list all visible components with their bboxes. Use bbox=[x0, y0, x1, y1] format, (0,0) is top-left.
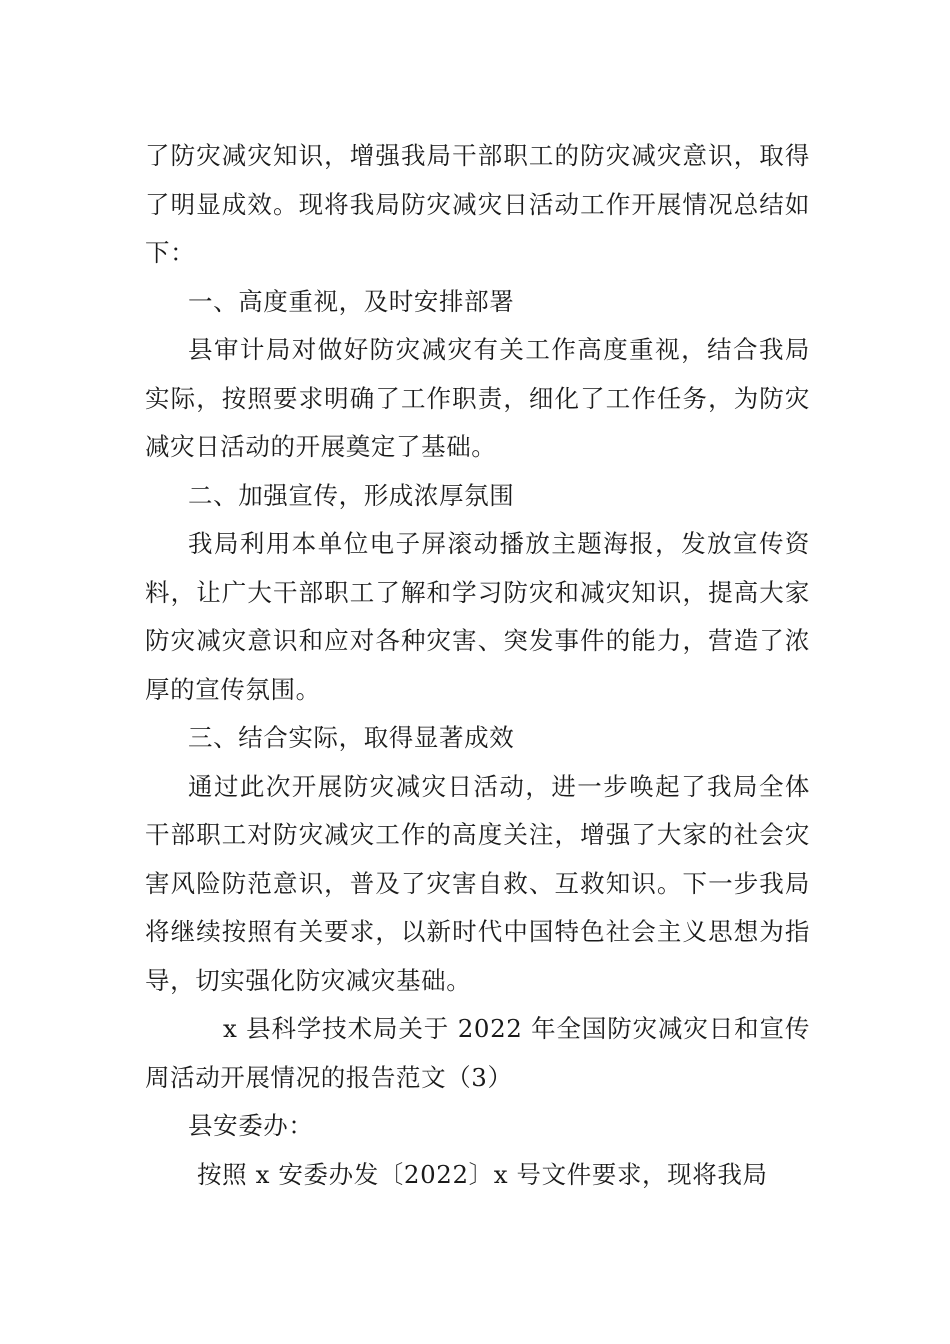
paragraph-intro-continued: 了防灾减灾知识，增强我局干部职工的防灾减灾意识，取得了明显成效。现将我局防灾减灾日活动工作开展情况总结如下： bbox=[145, 141, 810, 267]
paragraph-section-1: 县审计局对做好防灾减灾有关工作高度重视，结合我局实际，按照要求明确了工作职责，细化了工作任务，为防灾减灾日活动的开展奠定了基础。 bbox=[145, 335, 810, 461]
salutation: 县安委办： bbox=[188, 1111, 314, 1140]
document-body bbox=[145, 132, 810, 1199]
paragraph-report-opening: 按照 x 安委办发〔2022〕x 号文件要求，现将我局 bbox=[197, 1159, 768, 1189]
section-heading-1: 一、高度重视，及时安排部署 bbox=[188, 286, 515, 316]
section-heading-2: 二、加强宣传，形成浓厚氛围 bbox=[188, 480, 515, 510]
paragraph-section-3: 通过此次开展防灾减灾日活动，进一步唤起了我局全体干部职工对防灾减灾工作的高度关注，增强了大家的社会灾害风险防范意识，普及了灾害自救、互救知识。下一步我局将继续按照有关要求，以新时代中国特色社会主义思想为指导，切实强化防灾减灾基础。 bbox=[145, 771, 810, 995]
paragraph-section-2: 我局利用本单位电子屏滚动播放主题海报，发放宣传资料，让广大干部职工了解和学习防灾和减灾知识，提高大家防灾减灾意识和应对各种灾害、突发事件的能力，营造了浓厚的宣传氛围。 bbox=[145, 529, 810, 704]
report-title: x 县科学技术局关于 2022 年全国防灾减灾日和宣传周活动开展情况的报告范文（3） bbox=[145, 1014, 810, 1092]
section-heading-3: 三、结合实际，取得显著成效 bbox=[188, 723, 515, 752]
